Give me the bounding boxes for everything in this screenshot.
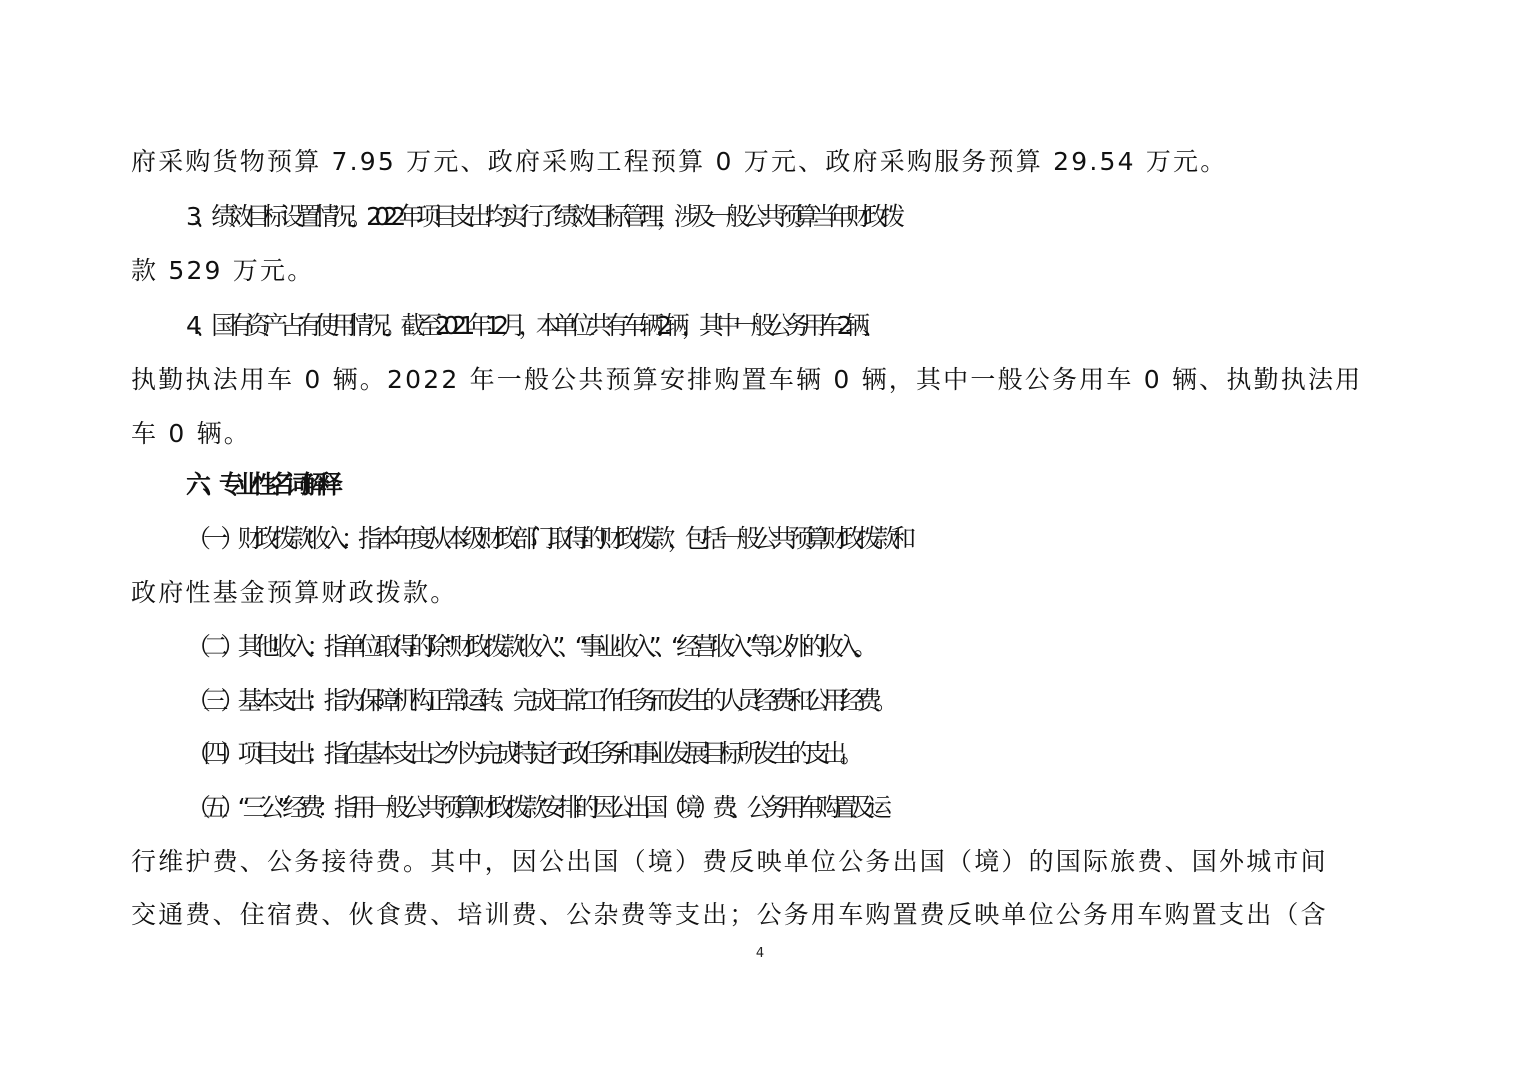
- paragraph-line: （五）“三公”经费：指用一般公共预算财政拨款安排的因公出国（境）费、公务用车购置及运: [186, 793, 885, 822]
- paragraph-line: （三）基本支出：指为保障机构正常运转、完成日常工作任务而发生的人员经费和公用经费。: [186, 686, 892, 715]
- paragraph-line: 执勤执法用车 0 辆。2022 年一般公共预算安排购置车辆 0 辆，其中一般公务用车 0 辆、执勤执法用: [131, 365, 1363, 394]
- paragraph-line: 4、国有资产占有使用情况。截至 2021 年 12 月，本单位共有车辆 2 辆，其中一般公务用车 2 辆、: [186, 311, 880, 340]
- page-number: 4: [755, 946, 765, 961]
- paragraph-line: 车 0 辆。: [131, 419, 251, 448]
- paragraph-line: （四）项目支出：指在基本支出之外为完成特定行政任务和事业发展目标所发生的支出。: [186, 739, 857, 768]
- paragraph-line: （二）其他收入：指单位取得的除“财政拨款收入”、“事业收入”、“经营收入”等以外的收入。: [186, 632, 871, 661]
- paragraph-line: （一）财政拨款收入：指本年度从本级财政部门取得的财政拨款，包括一般公共预算财政拨款和: [186, 524, 909, 553]
- section-heading: 六、专业性名词解释: [186, 470, 335, 499]
- paragraph-line: 府采购货物预算 7.95 万元、政府采购工程预算 0 万元、政府采购服务预算 29.54 万元。: [131, 147, 1228, 176]
- paragraph-line: 行维护费、公务接待费。其中，因公出国（境）费反映单位公务出国（境）的国际旅费、国外城市间: [131, 847, 1328, 876]
- paragraph-line: 3、绩效目标设置情况。2022 年项目支出均实行了绩效目标管理，涉及一般公共预算当年财政拨: [186, 202, 898, 231]
- paragraph-line: 款 529 万元。: [131, 256, 315, 285]
- paragraph-line: 交通费、住宿费、伙食费、培训费、公杂费等支出；公务用车购置费反映单位公务用车购置支出（含: [131, 900, 1328, 929]
- paragraph-line: 政府性基金预算财政拨款。: [131, 578, 458, 607]
